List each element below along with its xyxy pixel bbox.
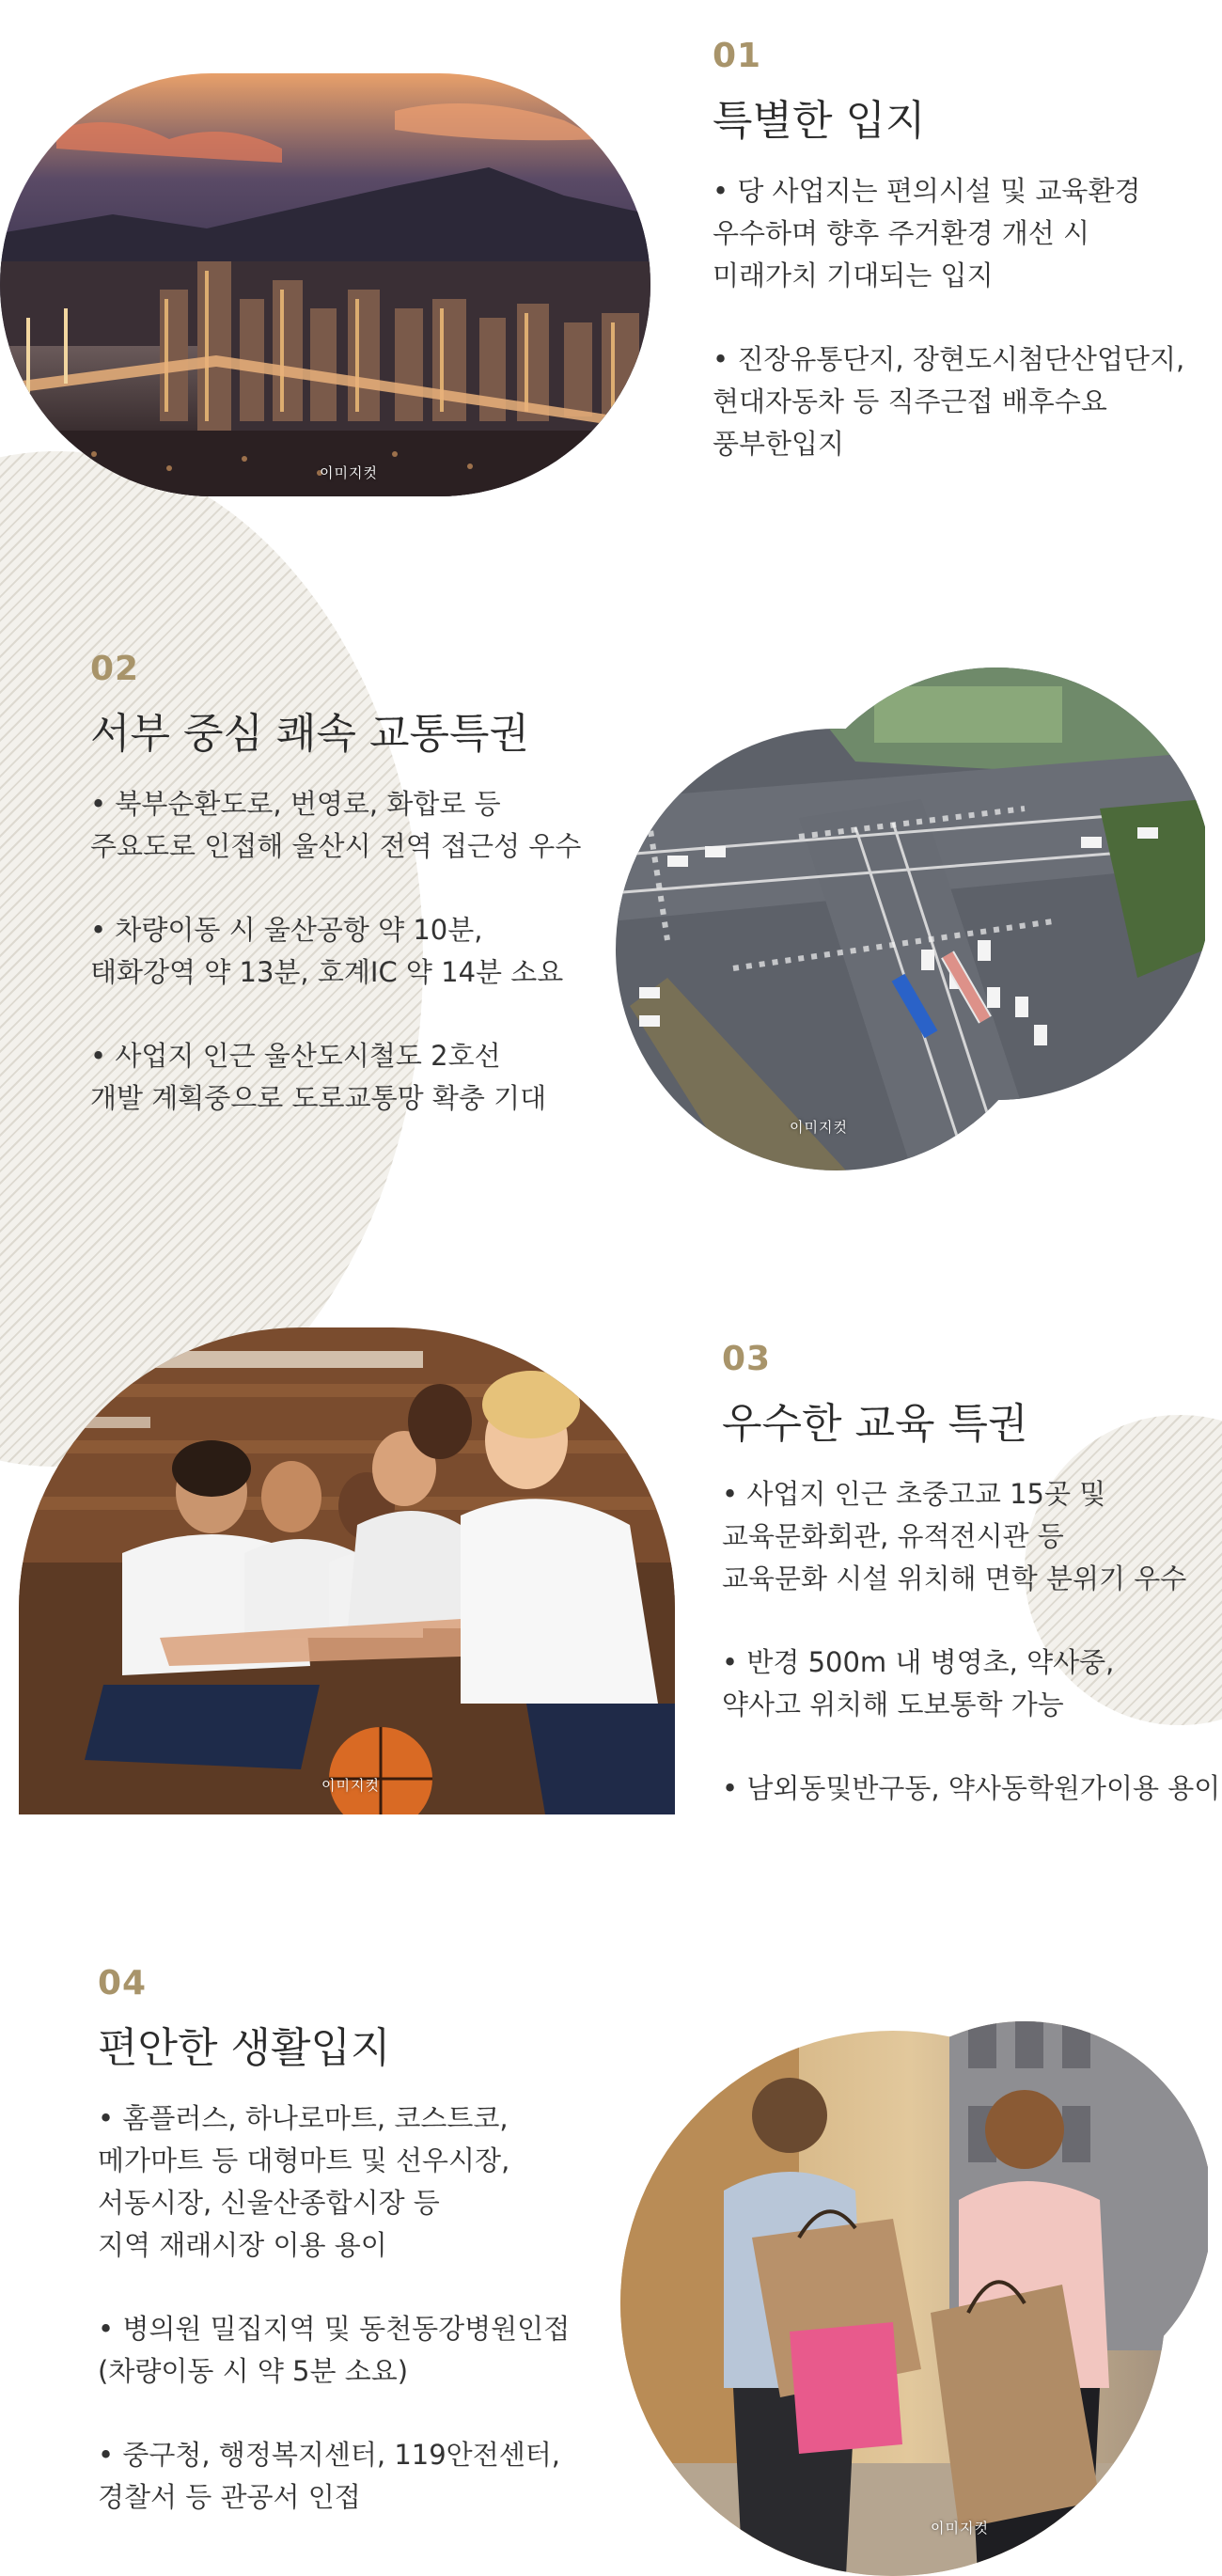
paragraph-line: (차량이동 시 약 5분 소요) bbox=[98, 2354, 409, 2387]
paragraph-line: • 반경 500m 내 병영초, 약사중, bbox=[722, 1645, 1115, 1678]
section-title: 특별한 입지 bbox=[713, 97, 926, 145]
road-intersection-aerial-photo bbox=[611, 668, 1205, 1170]
section-paragraph bbox=[713, 338, 1184, 465]
section-number: 04 bbox=[98, 1964, 148, 2003]
section-paragraph bbox=[90, 909, 581, 994]
paragraph-line: 약사고 위치해 도보통학 가능 bbox=[722, 1688, 1064, 1720]
paragraph-line: 교육문화 시설 위치해 면학 분위기 우수 bbox=[722, 1562, 1187, 1594]
paragraph-line: • 홈플러스, 하나로마트, 코스트코, bbox=[98, 2101, 509, 2134]
paragraph-line: 지역 재래시장 이용 용이 bbox=[98, 2228, 387, 2261]
paragraph-line: 태화강역 약 13분, 호계IC 약 14분 소요 bbox=[90, 955, 564, 988]
section-number: 03 bbox=[722, 1340, 772, 1378]
paragraph-line: 풍부한입지 bbox=[713, 427, 845, 460]
paragraph-line: • 사업지 인근 울산도시철도 2호선 bbox=[90, 1039, 501, 1072]
section-04 bbox=[98, 1964, 571, 2560]
paragraph-line: • 당 사업지는 편의시설 및 교육환경 bbox=[713, 174, 1141, 207]
section-paragraph bbox=[98, 2308, 570, 2393]
school-children-photo bbox=[19, 1327, 675, 1814]
image-caption: 이미지컷 bbox=[320, 464, 378, 481]
section-paragraph bbox=[98, 2434, 570, 2519]
paragraph-line: 우수하며 향후 주거환경 개선 시 bbox=[713, 216, 1090, 249]
paragraph-line: 주요도로 인접해 울산시 전역 접근성 우수 bbox=[90, 829, 582, 862]
paragraph-line: 메가마트 등 대형마트 및 선우시장, bbox=[98, 2144, 510, 2176]
paragraph-line: • 사업지 인근 초중고교 15곳 및 bbox=[722, 1477, 1106, 1510]
paragraph-line: • 병의원 밀집지역 및 동천동강병원인접 bbox=[98, 2312, 571, 2345]
section-paragraph bbox=[722, 1641, 1220, 1726]
shopping-women-photo bbox=[611, 1974, 1208, 2576]
section-01 bbox=[713, 39, 1184, 507]
paragraph-line: • 남외동및반구동, 약사동학원가이용 용이 bbox=[722, 1771, 1221, 1804]
paragraph-line: • 차량이동 시 울산공항 약 10분, bbox=[90, 913, 483, 946]
section-paragraph bbox=[722, 1767, 1220, 1810]
section-title: 서부 중심 쾌속 교통특권 bbox=[90, 710, 529, 758]
image-caption: 이미지컷 bbox=[931, 2520, 989, 2537]
image-caption: 이미지컷 bbox=[321, 1777, 380, 1794]
section-paragraph bbox=[722, 1473, 1220, 1600]
paragraph-line: 개발 계획중으로 도로교통망 확충 기대 bbox=[90, 1081, 547, 1114]
paragraph-line: • 중구청, 행정복지센터, 119안전센터, bbox=[98, 2438, 560, 2471]
section-title: 편안한 생활입지 bbox=[98, 2024, 391, 2072]
section-paragraph bbox=[98, 2097, 570, 2267]
section-paragraph bbox=[90, 1035, 581, 1120]
section-number: 01 bbox=[713, 37, 762, 75]
paragraph-line: 서동시장, 신울산종합시장 등 bbox=[98, 2186, 440, 2219]
section-paragraph bbox=[90, 783, 581, 868]
section-02 bbox=[90, 652, 581, 1161]
section-03 bbox=[722, 1340, 1221, 1851]
paragraph-line: 현대자동차 등 직주근접 배후수요 bbox=[713, 385, 1107, 417]
paragraph-line: • 북부순환도로, 번영로, 화합로 등 bbox=[90, 787, 501, 820]
paragraph-line: 교육문화회관, 유적전시관 등 bbox=[722, 1519, 1064, 1552]
image-caption: 이미지컷 bbox=[790, 1119, 848, 1136]
paragraph-line: 미래가치 기대되는 입지 bbox=[713, 259, 994, 291]
section-title: 우수한 교육 특권 bbox=[722, 1400, 1028, 1448]
city-night-skyline-photo bbox=[0, 73, 650, 496]
section-number: 02 bbox=[90, 650, 140, 688]
paragraph-line: 경찰서 등 관공서 인접 bbox=[98, 2480, 361, 2513]
paragraph-line: • 진장유통단지, 장현도시첨단산업단지, bbox=[713, 342, 1185, 375]
section-paragraph bbox=[713, 170, 1184, 297]
